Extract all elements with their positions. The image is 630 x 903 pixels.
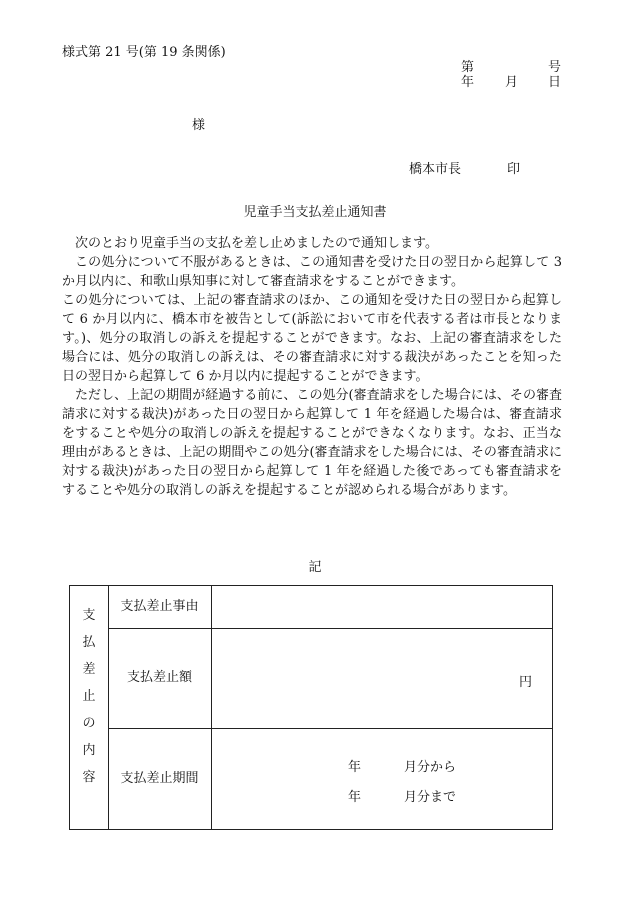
body-paragraph-1: 次のとおり児童手当の支払を差し止めましたので通知します。 xyxy=(75,236,438,251)
vertical-label-char: の xyxy=(82,716,96,731)
period-from-year-label: 年 xyxy=(348,760,362,775)
vertical-label-char: 支 xyxy=(82,608,96,623)
body-paragraph-2: この処分について不服があるときは、この通知書を受けた日の翌日から起算して 3 か月以内に、和歌山県知事に対して審査請求をすることができます。 xyxy=(62,255,562,289)
vertical-label-char: 払 xyxy=(82,635,96,650)
period-from-month-label: 月分から xyxy=(404,760,457,775)
form-number: 様式第 21 号(第 19 条関係) xyxy=(62,45,226,60)
period-label: 支払差止期間 xyxy=(120,771,199,786)
table-divider-value-column xyxy=(211,586,212,829)
date-month-label: 月 xyxy=(505,75,519,90)
notice-body xyxy=(62,234,562,500)
suspension-details-table xyxy=(69,585,553,830)
vertical-label-char: 差 xyxy=(82,662,96,677)
ki-heading: 記 xyxy=(308,560,322,575)
vertical-label-char: 内 xyxy=(82,743,96,758)
recipient-honorific: 様 xyxy=(192,118,206,133)
period-to-month-label: 月分まで xyxy=(404,790,457,805)
vertical-label-char: 止 xyxy=(82,689,96,704)
vertical-label-char: 容 xyxy=(82,770,96,785)
issuer-name: 橋本市長 xyxy=(409,162,462,177)
period-to-year-label: 年 xyxy=(348,790,362,805)
body-paragraph-3: この処分については、上記の審査請求のほか、この通知を受けた日の翌日から起算して 6 か月以内に、橋本市を被告として(訴訟において市を代表する者は市長となります。)、処分の取消しの訴えを提起することができます。なお、上記の審査請求をした場合には、処分の取消しの訴えは、その審査請求に対する裁決があったことを知った日の翌日から起算して 6 か月以内に提起することができます。 xyxy=(62,293,562,384)
amount-label: 支払差止額 xyxy=(126,670,192,685)
document-title: 児童手当支払差止通知書 xyxy=(243,205,387,220)
document-number-suffix: 号 xyxy=(548,60,562,75)
date-year-label: 年 xyxy=(461,75,475,90)
table-row-divider-1 xyxy=(108,628,552,629)
document-number-label: 第 xyxy=(461,60,475,75)
seal-mark: 印 xyxy=(507,162,521,177)
yen-unit: 円 xyxy=(518,675,532,690)
date-day-label: 日 xyxy=(548,75,562,90)
body-paragraph-4: ただし、上記の期間が経過する前に、この処分(審査請求をした場合には、その審査請求に対する裁決)があった日の翌日から起算して 1 年を経過した場合は、審査請求をすることや処分の取消しの訴えを提起することができなくなります。なお、正当な理由があるときは、上記の期間やこの処分(審査請求をした場合には、その審査請求に対する裁決)があった日の翌日から起算して 1 年を経過した後であっても審査請求をすることや処分の取消しの訴えを提起することが認められる場合があります。 xyxy=(62,388,562,498)
reason-label: 支払差止事由 xyxy=(120,599,199,614)
table-row-divider-2 xyxy=(108,728,552,729)
vertical-label-payment-suspension-content xyxy=(70,608,108,797)
table-divider-label-column xyxy=(108,586,109,829)
